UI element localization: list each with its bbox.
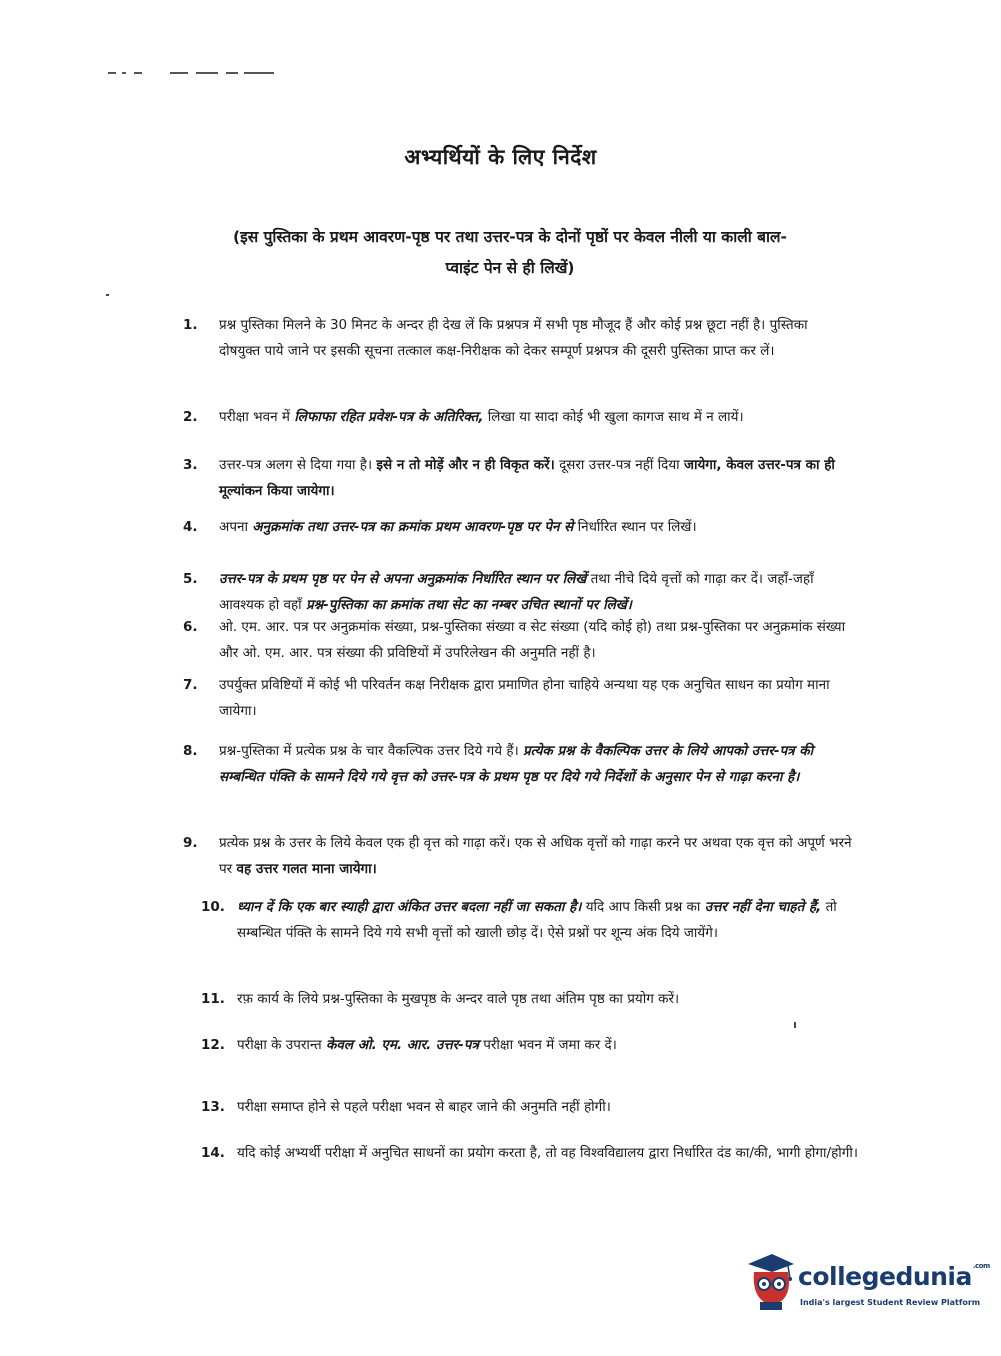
instruction-text-run: प्रश्न-पुस्तिका का क्रमांक तथा सेट का नम्बर उचित स्थानों पर लिखें। — [305, 597, 632, 613]
instruction-number: 12. — [201, 1037, 225, 1053]
instruction-text-run: प्रश्न पुस्तिका मिलने के 30 मिनट के अन्दर ही देख लें कि प्रश्नपत्र में सभी पृष्ठ मौजूद हैं और कोई प्रश्न छूटा नहीं है। पुस्तिका दोषयुक्त पाये जाने पर इसकी सूचना तत्काल कक्ष-निरीक्षक को देकर सम्पूर्ण प्रश्नपत्र की दूसरी पुस्तिका प्राप्त कर लें। — [219, 317, 808, 359]
instruction-text-run: ध्यान दें कि एक बार स्याही द्वारा अंकित उत्तर बदला नहीं जा सकता है। — [237, 899, 582, 915]
instruction-item — [183, 830, 853, 882]
instruction-text-run: उपर्युक्त प्रविष्टियों में कोई भी परिवर्तन कक्ष निरीक्षक द्वारा प्रमाणित होना चाहिये अन्यथा यह एक अनुचित साधन का प्रयोग माना जायेगा। — [219, 677, 830, 719]
instruction-number: 11. — [201, 991, 225, 1007]
instruction-text — [219, 312, 853, 364]
instruction-number: 7. — [183, 677, 198, 693]
instruction-text-run: प्रश्न-पुस्तिका में प्रत्येक प्रश्न के चार वैकल्पिक उत्तर दिये गये हैं। — [219, 743, 523, 759]
instruction-number: 1. — [183, 317, 198, 333]
instruction-text-run: लिफाफा रहित प्रवेश-पत्र के अतिरिक्त, — [294, 409, 484, 425]
instruction-number: 2. — [183, 409, 198, 425]
instruction-number: 13. — [201, 1099, 225, 1115]
instruction-item — [183, 566, 853, 618]
instruction-text-run: यदि कोई अभ्यर्थी परीक्षा में अनुचित साधनों का प्रयोग करता है, तो वह विश्वविद्यालय द्वारा निर्धारित दंड का/की, भागी होगा/होगी। — [237, 1145, 858, 1161]
instruction-number: 4. — [183, 519, 198, 535]
instruction-text-run: इसे न तो मोड़ें और न ही विकृत करें। — [376, 457, 555, 473]
instruction-item — [183, 514, 853, 540]
instruction-text — [237, 1032, 871, 1058]
instruction-text-run: प्रत्येक प्रश्न के वैकल्पिक उत्तर के लिये आपको उत्तर-पत्र की सम्बन्धित पंक्ति के सामने दिये गये वृत्त को उत्तर-पत्र के प्रथम पृष्ठ पर दिये गये निर्देशों के अनुसार पेन से गाढ़ा करना है। — [219, 743, 814, 785]
stray-mark — [106, 294, 109, 296]
instruction-text — [237, 894, 871, 946]
stray-mark — [794, 1022, 796, 1028]
instruction-number: 14. — [201, 1145, 225, 1161]
instruction-text — [219, 738, 853, 790]
instruction-text-run: रफ़ कार्य के लिये प्रश्न-पुस्तिका के मुखपृष्ठ के अन्दर वाले पृष्ठ तथा अंतिम पृष्ठ का प्रयोग करें। — [237, 991, 680, 1007]
logo-tld: .com — [972, 1262, 990, 1270]
instruction-number: 10. — [201, 899, 225, 915]
instruction-text-run: निर्धारित स्थान पर लिखें। — [573, 519, 697, 535]
instruction-item — [183, 738, 853, 790]
mascot-icon — [742, 1250, 800, 1312]
instruction-text-run: उत्तर-पत्र के प्रथम पृष्ठ पर पेन से अपना अनुक्रमांक निर्धारित स्थान पर लिखें — [219, 571, 587, 587]
instruction-text — [237, 986, 871, 1012]
instruction-text — [219, 566, 853, 618]
scan-artifact-marks — [108, 72, 278, 78]
instruction-text-run: अपना — [219, 519, 253, 535]
instruction-text — [237, 1094, 871, 1120]
instruction-text — [219, 452, 853, 504]
instruction-text-run: अनुक्रमांक तथा उत्तर-पत्र का क्रमांक प्रथम आवरण-पृष्ठ पर पेन से — [252, 519, 574, 535]
instruction-text — [219, 672, 853, 724]
instruction-number: 5. — [183, 571, 198, 587]
instruction-text — [219, 514, 853, 540]
instruction-item — [183, 312, 853, 364]
page-title: अभ्यर्थियों के लिए निर्देश — [404, 145, 597, 169]
instruction-item — [201, 1094, 871, 1120]
instruction-text-run: यदि आप किसी प्रश्न का — [581, 899, 705, 915]
instruction-number: 3. — [183, 457, 198, 473]
instruction-number: 9. — [183, 835, 198, 851]
instruction-text-run: तथा नीचे दिये वृत्तों को गाढ़ा कर दें। जहाँ-जहाँ आवश्यक हो वहाँ — [219, 571, 814, 613]
instruction-text-run: उत्तर-पत्र अलग से दिया गया है। — [219, 457, 377, 473]
instruction-text — [219, 830, 853, 882]
logo-brand: collegedunia$^{.com}$ — [798, 1262, 990, 1291]
instruction-text-run: प्रत्येक प्रश्न के उत्तर के लिये केवल एक ही वृत्त को गाढ़ा करें। एक से अधिक वृत्तों को गाढ़ा करने पर अथवा एक वृत्त को अपूर्ण भरने पर — [219, 835, 852, 877]
instruction-text-run: परीक्षा भवन में जमा कर दें। — [478, 1037, 617, 1053]
instruction-item — [201, 894, 871, 946]
instruction-text-run: ओ. एम. आर. पत्र पर अनुक्रमांक संख्या, प्रश्न-पुस्तिका संख्या व सेट संख्या (यदि कोई हो) तथा प्रश्न-पुस्तिका पर अनुक्रमांक संख्या और ओ. एम. आर. पत्र संख्या की प्रविष्टियों में उपरिलेखन की अनुमति नहीं है। — [219, 619, 846, 661]
collegedunia-logo — [742, 1250, 990, 1314]
instruction-text-run: परीक्षा समाप्त होने से पहले परीक्षा भवन से बाहर जाने की अनुमति नहीं होगी। — [237, 1099, 611, 1115]
logo-tagline: India's largest Student Review Platform — [800, 1298, 981, 1307]
instruction-item — [201, 1032, 871, 1058]
instruction-text-run: लिखा या सादा कोई भी खुला कागज साथ में न लायें। — [483, 409, 744, 425]
instruction-text — [219, 404, 853, 430]
instruction-text — [219, 614, 853, 666]
instruction-subtitle: (इस पुस्तिका के प्रथम आवरण-पृष्ठ पर तथा उत्तर-पत्र के दोनों पृष्ठों पर केवल नीली या काली बाल-प्वाइंट पेन से ही लिखें) — [233, 228, 787, 277]
instruction-item — [201, 986, 871, 1012]
instruction-text-run: उत्तर नहीं देना चाहते हैं, — [704, 899, 822, 915]
instruction-text-run: केवल ओ. एम. आर. उत्तर-पत्र — [326, 1037, 479, 1053]
instruction-item — [183, 614, 853, 666]
instruction-item — [183, 404, 853, 430]
instruction-text-run: तो सम्बन्धित पंक्ति के सामने दिये गये सभी वृत्तों को खाली छोड़ दें। ऐसे प्रश्नों पर शून्य अंक दिये जायेंगे। — [237, 899, 837, 941]
instruction-number: 8. — [183, 743, 198, 759]
instruction-text-run: परीक्षा भवन में — [219, 409, 295, 425]
instruction-text — [237, 1140, 871, 1166]
instruction-item — [183, 672, 853, 724]
instruction-text-run: दूसरा उत्तर-पत्र नहीं दिया — [554, 457, 684, 473]
instruction-text-run: जायेगा, केवल उत्तर-पत्र का ही मूल्यांकन किया जायेगा। — [219, 457, 835, 499]
instruction-text-run: वह उत्तर गलत माना जायेगा। — [236, 861, 377, 877]
instruction-item — [201, 1140, 871, 1166]
instruction-item — [183, 452, 853, 504]
instruction-number: 6. — [183, 619, 198, 635]
instruction-text-run: परीक्षा के उपरान्त — [237, 1037, 327, 1053]
